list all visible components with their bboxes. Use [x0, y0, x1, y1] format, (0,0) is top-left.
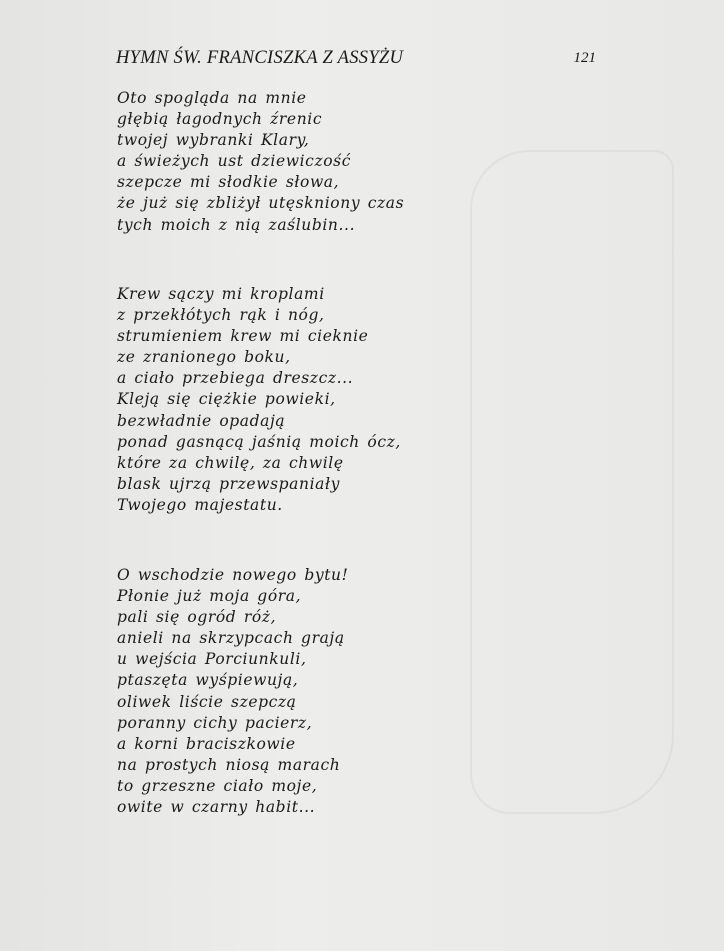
page-number: 121: [573, 50, 596, 66]
poem-line: a ciało przebiega dreszcz...: [117, 369, 354, 388]
poem-line: poranny cichy pacierz,: [117, 713, 313, 732]
poem-line: Twojego majestatu.: [117, 495, 283, 514]
poem-line: które za chwilę, za chwilę: [117, 453, 344, 472]
poem-line: ptaszęta wyśpiewują,: [117, 671, 299, 690]
poem-line: głębią łagodnych źrenic: [117, 110, 323, 129]
poem-line: Płonie już moja góra,: [117, 587, 302, 606]
poem-line: oliwek liście szepczą: [117, 692, 297, 711]
poem-line: to grzeszne ciało moje,: [117, 776, 318, 795]
poem-line: ze zranionego boku,: [117, 348, 291, 367]
poem-line: tych moich z nią zaślubin...: [117, 215, 356, 234]
poem-line: O wschodzie nowego bytu!: [117, 566, 349, 584]
poem-line: strumieniem krew mi cieknie: [117, 327, 369, 346]
poem-line: blask ujrzą przewspaniały: [117, 474, 340, 493]
poem-line: na prostych niosą marach: [117, 755, 341, 774]
stanza-3: [117, 565, 348, 818]
poem-line: twojej wybranki Klary,: [117, 131, 310, 150]
poem-line: szepcze mi słodkie słowa,: [117, 173, 340, 192]
poem-line: anieli na skrzypcach grają: [117, 629, 345, 648]
poem-line: a korni braciszkowie: [117, 734, 296, 753]
poem-line: Krew sączy mi kroplami: [117, 285, 325, 303]
poem-line: że już się zbliżył utęskniony czas: [117, 194, 405, 213]
poem-line: owite w czarny habit...: [117, 798, 316, 817]
stanza-2: [117, 284, 401, 516]
bleed-through-ornament: [470, 150, 674, 814]
stanza-1: [117, 88, 404, 236]
poem-line: bezwładnie opadają: [117, 411, 286, 430]
poem-line: Kleją się ciężkie powieki,: [117, 390, 336, 409]
running-header: [116, 48, 596, 74]
poem-line: Oto spogląda na mnie: [117, 89, 307, 107]
poem-line: a świeżych ust dziewiczość: [117, 152, 351, 171]
poem-line: z przekłótych rąk i nóg,: [117, 306, 325, 325]
poem-line: u wejścia Porciunkuli,: [117, 650, 307, 669]
poem-line: ponad gasnącą jaśnią moich ócz,: [117, 432, 401, 451]
running-title: HYMN ŚW. FRANCISZKA Z ASSYŻU: [116, 48, 404, 68]
poem-line: pali się ogród róż,: [117, 608, 277, 627]
